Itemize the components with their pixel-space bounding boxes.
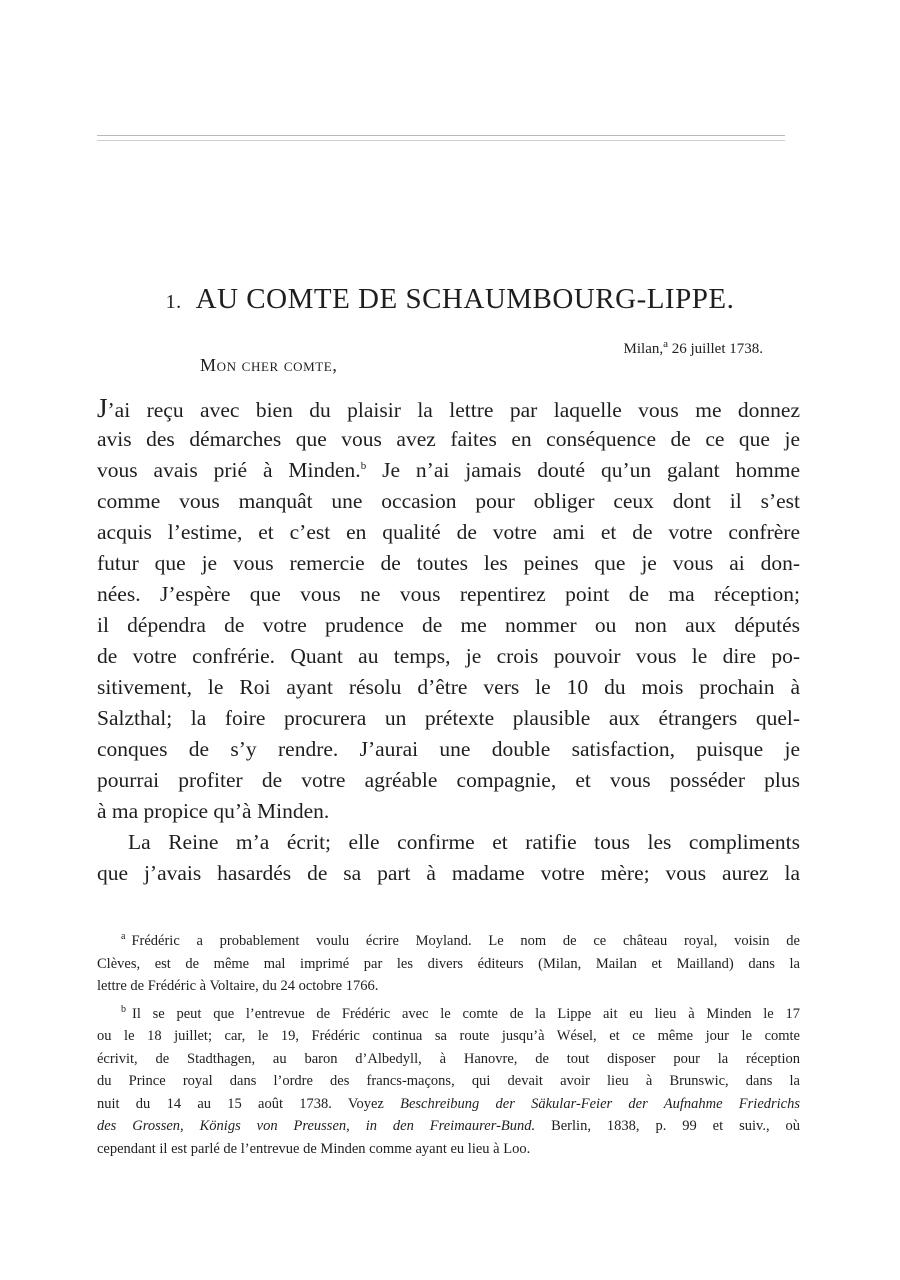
footnote-a-line: $^a$ Frédéric a probablement voulu écrire Moyland. Le nom de ce château royal, voisin de (121, 931, 800, 949)
body-line: pourrai profiter de votre agréable compagnie, et vous posséder plus (97, 768, 800, 792)
footnote-b-book-title-cont: des Grossen, Königs von Preussen, in den Freimaurer-Bund. (97, 1118, 536, 1134)
footnote-b-line: $^b$ Il se peut que l’entrevue de Frédéric avec le comte de la Lippe ait eu lieu à Minden le 17 (121, 1003, 800, 1022)
body-line: de votre confrérie. Quant au temps, je crois pouvoir vous le dire po- (97, 644, 800, 668)
dateline-footnote-marker[interactable]: a (663, 338, 668, 350)
body-line: La Reine m’a écrit; elle confirme et ratifie tous les compliments (128, 830, 800, 854)
letter-body (97, 393, 800, 889)
body-line: nées. J’espère que vous ne vous repentirez point de ma réception; (97, 582, 800, 606)
footnote-a-line: lettre de Frédéric à Voltaire, du 24 octobre 1766. (97, 978, 379, 994)
footnote-b-line: nuit du 14 au 15 août 1738. Voyez Beschreibung der Säkular-Feier der Aufnahme Friedrichs (97, 1095, 801, 1112)
footnote-b-line: du Prince royal dans l’ordre des francs-maçons, qui devait avoir lieu à Brunswic, dans la (97, 1073, 800, 1089)
footnote-b-line: ou le 18 juillet; car, le 19, Frédéric continua sa route jusqu’à Wésel, et ce même jour le comte (97, 1028, 800, 1044)
footnote-b-marker: b (121, 1003, 126, 1015)
drop-cap: J (97, 393, 108, 423)
footnote-b-line: des Grossen, Königs von Preussen, in den Freimaurer-Bund. Berlin, 1838, p. 99 et suiv., où (97, 1118, 800, 1134)
body-line: Salzthal; la foire procurera un prétexte plausible aux étrangers quel- (97, 706, 800, 730)
body-line: conques de s’y rendre. J’aurai une double satisfaction, puisque je (97, 737, 800, 761)
footnote-a-marker: a (121, 931, 126, 943)
letter-number: 1. (165, 291, 182, 313)
body-line: sitivement, le Roi ayant résolu d’être vers le 10 du mois prochain à (97, 675, 800, 699)
body-line: comme vous manquât une occasion pour obliger ceux dont il s’est (97, 489, 800, 513)
body-line: J’ai reçu avec bien du plaisir la lettre par laquelle vous me donnez (97, 393, 800, 423)
top-rule (97, 135, 785, 141)
footnotes (97, 930, 800, 1160)
salutation: Mon cher comte, (200, 355, 338, 375)
dateline-date: 26 juillet 1738. (671, 341, 763, 357)
letter-title: AU COMTE DE SCHAUMBOURG-LIPPE. (195, 283, 735, 315)
body-line: à ma propice qu’à Minden. (97, 799, 330, 823)
footnote-b-book-title: Beschreibung der Säkular-Feier der Aufnahme Friedrichs (400, 1095, 801, 1112)
footnote-a-line: Clèves, est de même mal imprimé par les divers éditeurs (Milan, Mailan et Mailland) dans la (97, 955, 800, 972)
dateline (623, 338, 763, 358)
body-line: que j’avais hasardés de sa part à madame votre mère; vous aurez la (97, 861, 800, 885)
letter-heading (0, 283, 900, 316)
body-line: futur que je vous remercie de toutes les peines que je vous ai don- (97, 551, 800, 575)
body-line: avis des démarches que vous avez faites en conséquence de ce que je (97, 427, 800, 451)
body-line: vous avais prié à Minden.$^b$ Je n’ai jamais douté qu’un galant homme (97, 458, 800, 482)
footnote-marker-b[interactable]: b (360, 459, 367, 472)
footnote-b-line: écrivit, de Stadthagen, au baron d’Albedyll, à Hanovre, de tout disposer pour la réception (97, 1050, 800, 1067)
footnote-b-line: cependant il est parlé de l’entrevue de Minden comme ayant eu lieu à Loo. (97, 1140, 531, 1157)
body-line: acquis l’estime, et c’est en qualité de votre ami et de votre confrère (97, 520, 800, 544)
body-line: il dépendra de votre prudence de me nommer ou non aux députés (97, 613, 800, 637)
dateline-place: Milan, (623, 341, 664, 357)
